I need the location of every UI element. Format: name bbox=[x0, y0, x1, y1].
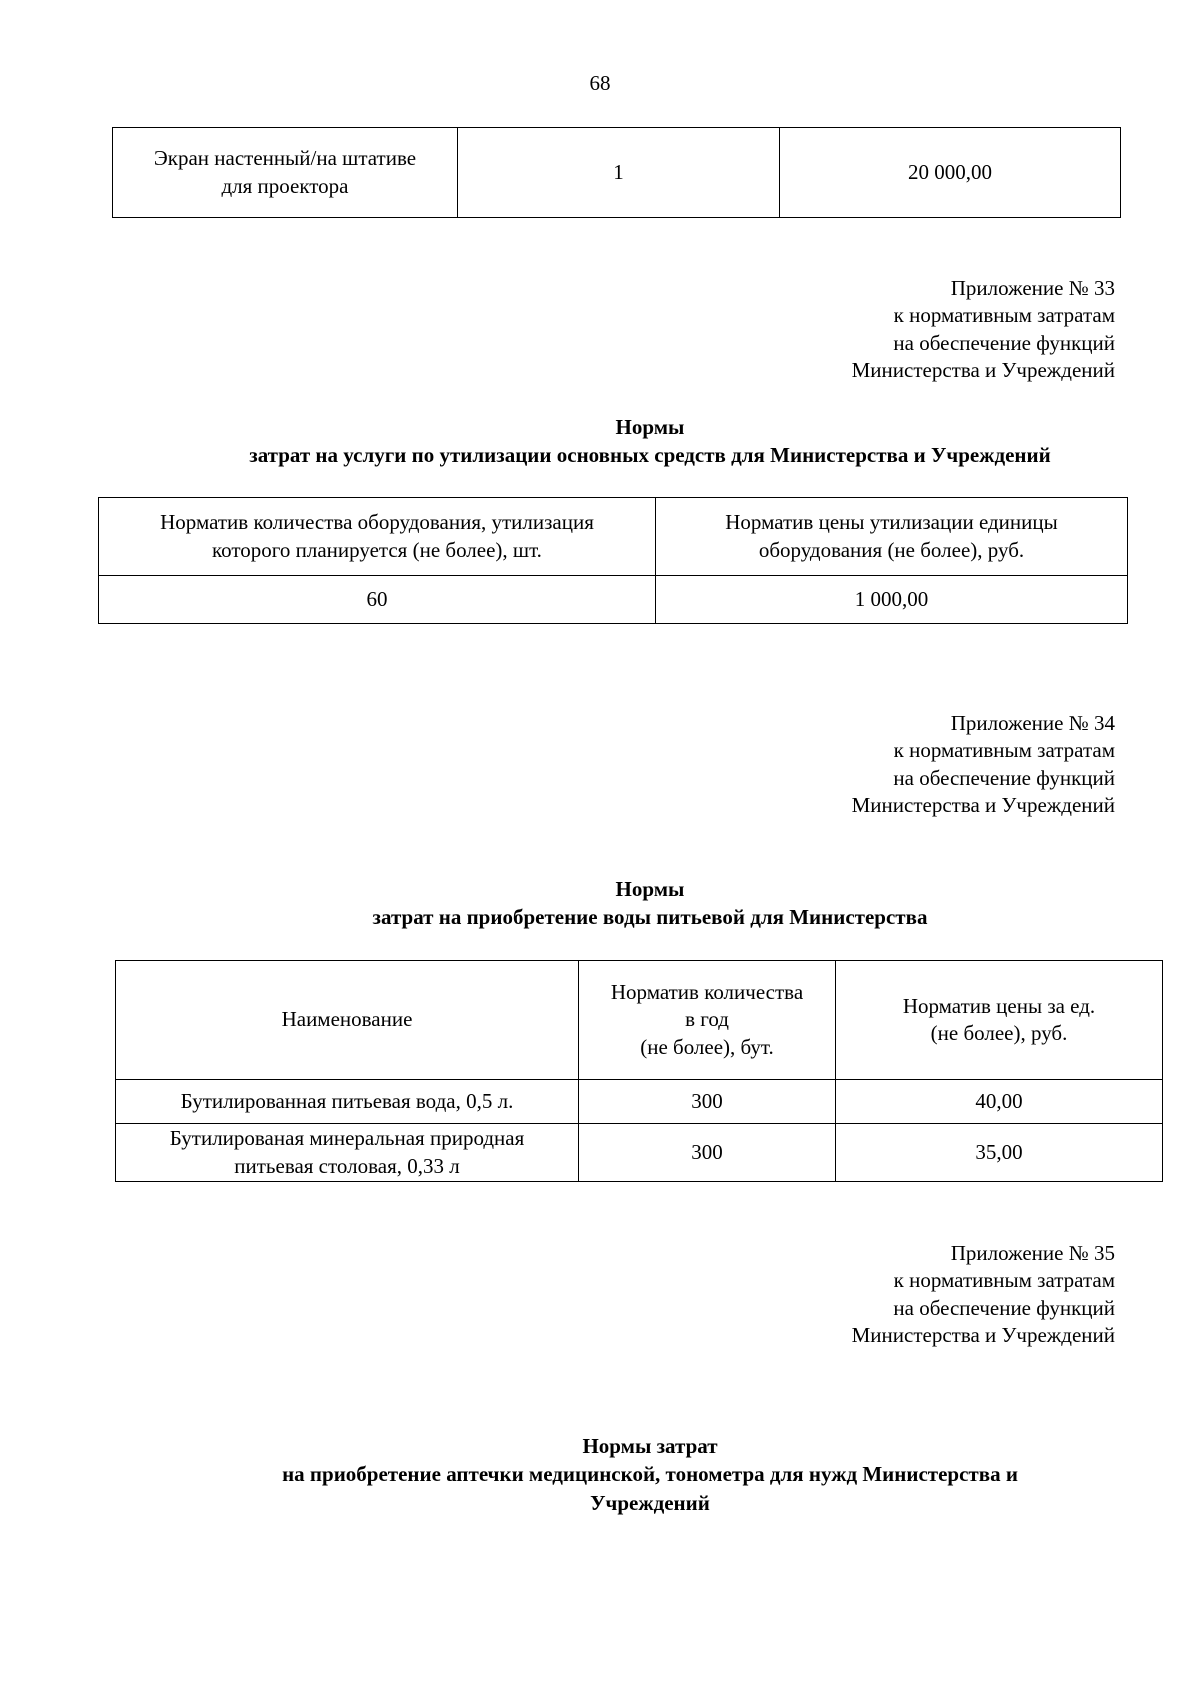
appendix-line: Министерства и Учреждений bbox=[851, 357, 1115, 382]
table-cell: 300 bbox=[579, 1080, 836, 1124]
section-subtitle: затрат на услуги по утилизации основных средств для Министерства и Учреждений bbox=[249, 443, 1051, 468]
table-header-cell: Норматив количества оборудования, утилизация которого планируется (не более), шт. bbox=[99, 498, 656, 576]
table-header-cell: Норматив цены за ед. (не более), руб. bbox=[836, 961, 1163, 1080]
page-number: 68 bbox=[589, 71, 611, 95]
section-title: Нормы bbox=[615, 415, 685, 439]
appendix-line: Приложение № 33 bbox=[950, 276, 1115, 300]
table-cell-price: 20 000,00 bbox=[780, 128, 1121, 218]
table-cell: Бутилированная питьевая вода, 0,5 л. bbox=[116, 1080, 579, 1124]
section-subtitle: Учреждений bbox=[590, 1490, 710, 1515]
appendix-line: на обеспечение функций bbox=[893, 1295, 1115, 1320]
section-subtitle: затрат на приобретение воды питьевой для Министерства bbox=[372, 905, 928, 930]
section-title: Нормы bbox=[615, 877, 685, 901]
table-cell: 35,00 bbox=[836, 1124, 1163, 1182]
appendix-line: Министерства и Учреждений bbox=[851, 1322, 1115, 1347]
section-34-heading bbox=[170, 875, 1130, 932]
appendix-33-block bbox=[852, 275, 1115, 384]
appendix-line: Министерства и Учреждений bbox=[851, 792, 1115, 817]
table-header-row bbox=[99, 498, 1128, 576]
table-header-row bbox=[116, 961, 1163, 1080]
section-subtitle: на приобретение аптечки медицинской, тонометра для нужд Министерства и bbox=[282, 1462, 1018, 1487]
table-cell-name: Экран настенный/на штативе для проектора bbox=[113, 128, 458, 218]
table-cell: 300 bbox=[579, 1124, 836, 1182]
appendix-line: к нормативным затратам bbox=[893, 303, 1115, 328]
table-row bbox=[99, 576, 1128, 624]
section-33-heading bbox=[170, 413, 1130, 470]
table-header-cell: Наименование bbox=[116, 961, 579, 1080]
table-cell: 60 bbox=[99, 576, 656, 624]
table-cell: 40,00 bbox=[836, 1080, 1163, 1124]
appendix-line: Приложение № 35 bbox=[950, 1241, 1115, 1265]
appendix-34-block bbox=[852, 710, 1115, 819]
table-row bbox=[116, 1124, 1163, 1182]
section-title: Нормы затрат bbox=[582, 1434, 718, 1458]
appendix-line: к нормативным затратам bbox=[893, 1268, 1115, 1293]
appendix-line: к нормативным затратам bbox=[893, 738, 1115, 763]
section-35-heading bbox=[150, 1432, 1150, 1517]
water-norms-table bbox=[115, 960, 1163, 1182]
disposal-norms-table bbox=[98, 497, 1128, 624]
table-header-cell: Норматив цены утилизации единицы оборудования (не более), руб. bbox=[656, 498, 1128, 576]
table-cell: 1 000,00 bbox=[656, 576, 1128, 624]
appendix-line: Приложение № 34 bbox=[950, 711, 1115, 735]
appendix-35-block bbox=[852, 1240, 1115, 1349]
table-row bbox=[113, 128, 1121, 218]
table-header-cell: Норматив количества в год (не более), бут. bbox=[579, 961, 836, 1080]
table-cell-quantity: 1 bbox=[458, 128, 780, 218]
appendix-line: на обеспечение функций bbox=[893, 765, 1115, 790]
appendix-line: на обеспечение функций bbox=[893, 330, 1115, 355]
table-cell: Бутилированая минеральная природная питьевая столовая, 0,33 л bbox=[116, 1124, 579, 1182]
table-row bbox=[116, 1080, 1163, 1124]
equipment-table bbox=[112, 127, 1121, 218]
